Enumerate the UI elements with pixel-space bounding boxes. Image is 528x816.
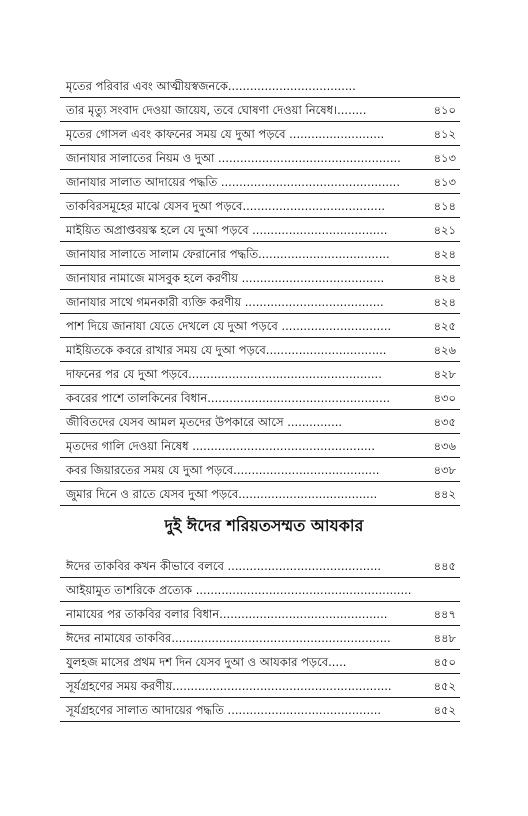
toc-entry-title: মাইয়িতকে কবরে রাখার সময় যে দুআ পড়বে................................. bbox=[66, 343, 387, 357]
toc-entry bbox=[60, 626, 460, 650]
toc-entry bbox=[60, 266, 460, 290]
toc-entry-page-number: ৪২৪ bbox=[433, 247, 456, 261]
toc-entry bbox=[60, 170, 460, 194]
section-heading: দুই ঈদের শরিয়তসম্মত আযকার bbox=[164, 516, 364, 535]
toc-entry-page-number: ৪২১ bbox=[433, 223, 456, 237]
toc-entry-title: কবরের পাশে তালকিনের বিধান.................................................. bbox=[66, 391, 391, 405]
toc-entry-page-number: ৪৪৭ bbox=[433, 607, 456, 621]
toc-entry bbox=[60, 482, 460, 506]
toc-entry-title: জুমার দিনে ও রাতে যেসব দুআ পড়বে...................................... bbox=[66, 487, 378, 501]
toc-entry-title: ঈদের নামাযের তাকবির............................................................ bbox=[66, 631, 391, 645]
toc-entry-title: জীবিতদের যেসব আমল মৃতদের উপকারে আসে ............... bbox=[66, 415, 343, 429]
toc-entry-title: সূর্যগ্রহণের সময় করণীয়............................................................ bbox=[66, 679, 392, 693]
toc-entry-title: জানাযার সালাতে সালাম ফেরানোর পদ্ধতি.................................... bbox=[66, 247, 390, 261]
toc-entry-title: মৃতের গোসল এবং কাফনের সময় যে দুআ পড়বে .......................... bbox=[66, 127, 385, 141]
toc-entry bbox=[60, 578, 460, 602]
toc-entry-page-number: ৪২৪ bbox=[433, 295, 456, 309]
toc-entry-title: জানাযার সালাতের নিয়ম ও দুআ .................................................. bbox=[66, 151, 401, 165]
toc-entry-page-number: ৪১৪ bbox=[433, 199, 456, 213]
toc-entry bbox=[60, 434, 460, 458]
toc-entry-title: জানাযার সাথে গমনকারী ব্যক্তি করণীয় ...................................... bbox=[66, 295, 384, 309]
toc-entry bbox=[60, 410, 460, 434]
toc-entry-page-number: ৪৩৫ bbox=[433, 415, 456, 429]
toc-entry-page-number: ৪১৩ bbox=[433, 151, 456, 165]
toc-list-funeral bbox=[60, 74, 460, 506]
toc-entry-page-number: ৪১৩ bbox=[433, 175, 456, 189]
toc-entry bbox=[60, 314, 460, 338]
toc-entry bbox=[60, 122, 460, 146]
toc-entry bbox=[60, 602, 460, 626]
toc-entry bbox=[60, 242, 460, 266]
toc-entry-page-number: ৪১২ bbox=[433, 127, 456, 141]
toc-entry-page-number: ৪৫২ bbox=[433, 679, 456, 693]
toc-entry-page-number: ৪৩৮ bbox=[433, 463, 456, 477]
toc-entry-title: দাফনের পর যে দুআ পড়বে..................................................... bbox=[66, 367, 382, 381]
toc-entry-title: জানাযার সালাত আদায়ের পদ্ধতি ................................................. bbox=[66, 175, 400, 189]
toc-entry bbox=[60, 338, 460, 362]
toc-entry bbox=[60, 554, 460, 578]
toc-entry-page-number: ৪৫২ bbox=[433, 703, 456, 717]
toc-entry-title: তাকবিরসমূহের মাঝে যেসব দুআ পড়বে....................................... bbox=[66, 199, 386, 213]
toc-entry bbox=[60, 386, 460, 410]
toc-entry bbox=[60, 458, 460, 482]
toc-entry-title: মৃতের পরিবার এবং আত্মীয়স্বজনকে................................... bbox=[66, 79, 356, 93]
toc-entry-title: ঈদের তাকবির কখন কীভাবে বলবে .......................................... bbox=[66, 559, 382, 573]
toc-entry bbox=[60, 98, 460, 122]
toc-entry-title: কবর জিয়ারতের সময় যে দুআ পড়বে........................................ bbox=[66, 463, 380, 477]
toc-entry-title: নামাযের পর তাকবির বলার বিধান.............................................. bbox=[66, 607, 388, 621]
toc-entry-title: মৃতদের গালি দেওয়া নিষেধ .................................................. bbox=[66, 439, 375, 453]
toc-entry bbox=[60, 650, 460, 674]
toc-entry-page-number: ৪২৮ bbox=[433, 367, 456, 381]
toc-entry-title: তার মৃত্যু সংবাদ দেওয়া জায়েয, তবে ঘোষণা দেওয়া নিষেধ।........ bbox=[66, 103, 367, 117]
toc-entry bbox=[60, 362, 460, 386]
toc-entry-page-number: ৪৩৬ bbox=[433, 439, 456, 453]
toc-entry bbox=[60, 674, 460, 698]
toc-entry-title: মাইয়িত অপ্রাপ্তবয়স্ক হলে যে দুআ পড়বে ..................................... bbox=[66, 223, 388, 237]
toc-entry-title: যুলহজ মাসের প্রথম দশ দিন যেসব দুআ ও আযকার পড়বে..... bbox=[66, 655, 347, 669]
toc-entry bbox=[60, 218, 460, 242]
toc-entry bbox=[60, 698, 460, 722]
toc-entry-page-number: ৪৪৮ bbox=[433, 631, 456, 645]
toc-entry-title: আইয়ামুত তাশরিকে প্রত্যেক ........................................................... bbox=[66, 583, 412, 597]
toc-entry bbox=[60, 194, 460, 218]
toc-entry-title: পাশ দিয়ে জানাযা যেতে দেখলে যে দুআ পড়বে .............................. bbox=[66, 319, 392, 333]
toc-entry-page-number: ৪৪২ bbox=[433, 487, 456, 501]
toc-entry-page-number: ৪২৬ bbox=[433, 343, 456, 357]
toc-entry-page-number: ৪১০ bbox=[433, 103, 456, 117]
toc-entry-page-number: ৪৩০ bbox=[433, 391, 456, 405]
toc-entry-page-number: ৪২৪ bbox=[433, 271, 456, 285]
toc-entry-page-number: ৪৫০ bbox=[433, 655, 456, 669]
toc-entry bbox=[60, 290, 460, 314]
toc-entry-page-number: ৪৪৫ bbox=[433, 559, 456, 573]
toc-entry bbox=[60, 74, 460, 98]
toc-entry-page-number: ৪২৫ bbox=[433, 319, 456, 333]
toc-entry-title: জানাযার নামাজে মাসবুক হলে করণীয় ....................................... bbox=[66, 271, 385, 285]
toc-entry bbox=[60, 146, 460, 170]
toc-list-eid bbox=[60, 554, 460, 722]
toc-entry-title: সূর্যগ্রহণের সালাত আদায়ের পদ্ধতি .......................................... bbox=[66, 703, 382, 717]
